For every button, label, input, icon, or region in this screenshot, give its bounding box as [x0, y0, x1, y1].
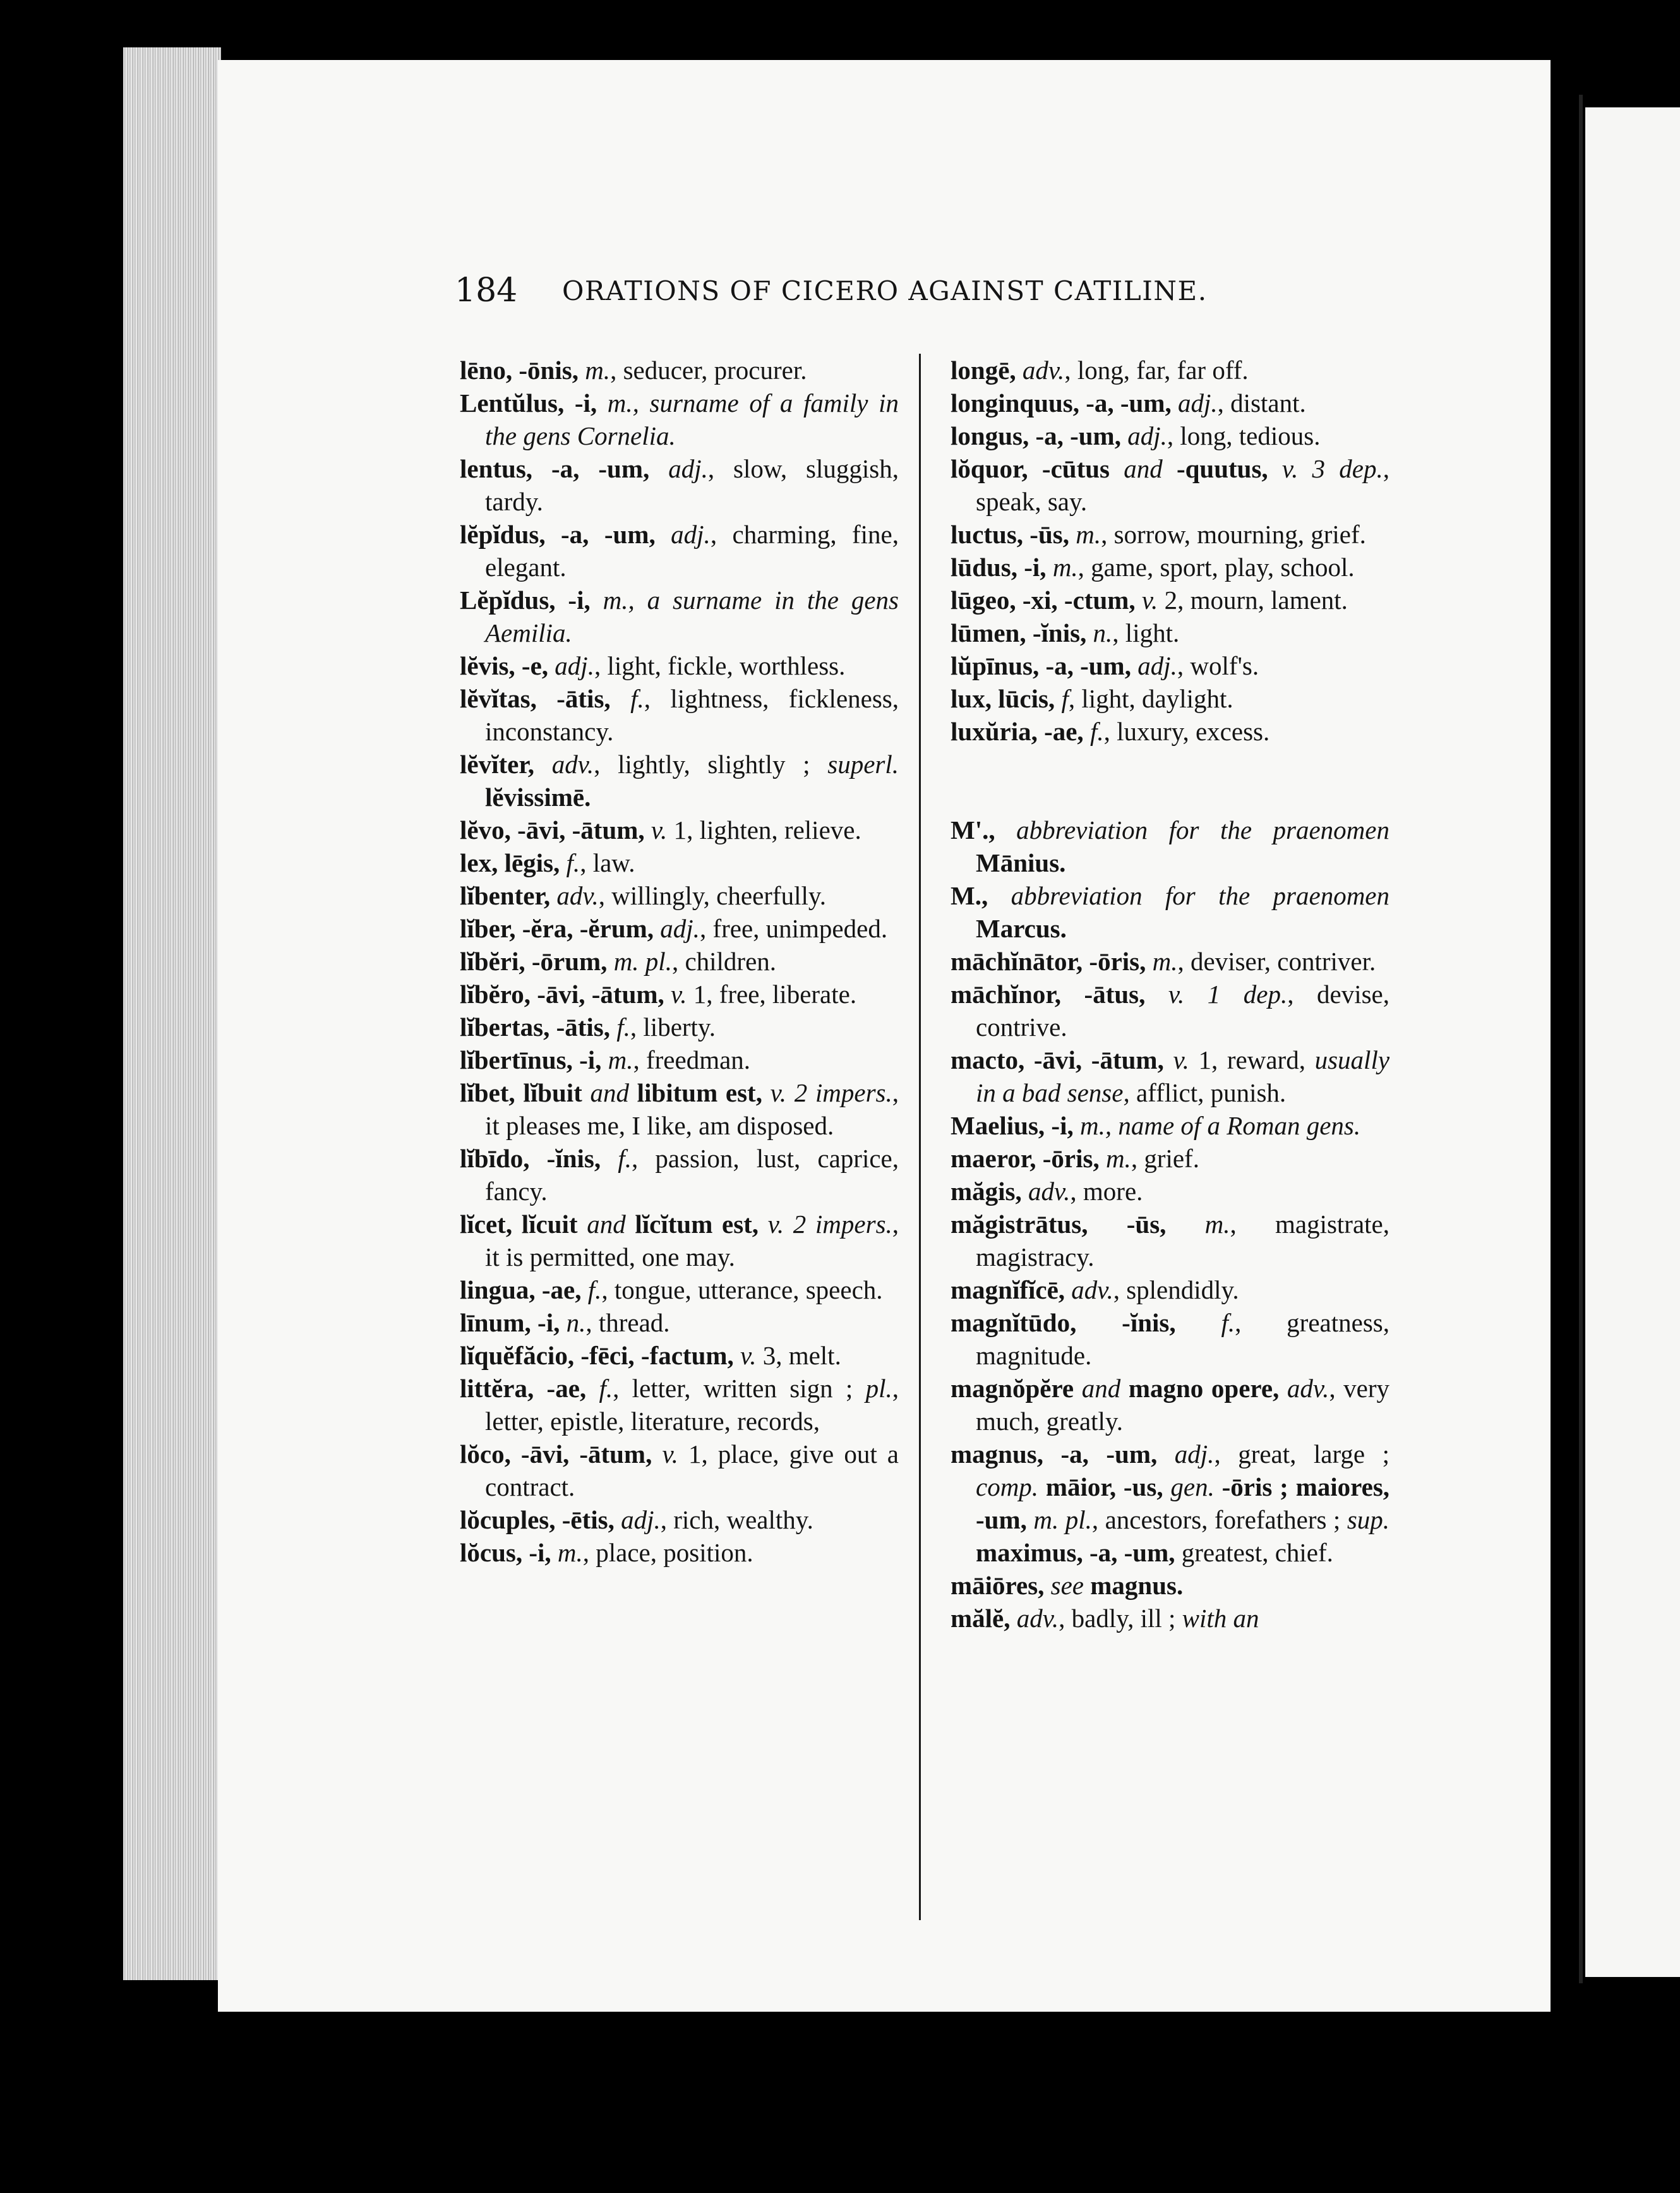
- grammar-label: adv.: [1016, 1604, 1059, 1633]
- grammar-label: adj.: [668, 454, 708, 483]
- headword: Mānius.: [976, 848, 1066, 877]
- definition: , light.: [1112, 618, 1180, 647]
- headword: lŏcuples, -ētis,: [460, 1505, 615, 1534]
- dictionary-entry: [951, 1438, 1389, 1569]
- definition: , devise, contrive.: [976, 980, 1389, 1042]
- headword: luctus, -ūs,: [951, 520, 1069, 549]
- grammar-label: v. 1 dep.: [1168, 980, 1288, 1009]
- headword: -quutus,: [1176, 454, 1268, 483]
- definition: , children.: [671, 947, 777, 976]
- dictionary-entry: [460, 978, 899, 1011]
- grammar-label: adj.: [621, 1505, 661, 1534]
- running-head: [455, 272, 1320, 316]
- grammar-label: adj.: [1137, 651, 1177, 680]
- grammar-label: v.: [1173, 1045, 1189, 1074]
- headword: măgis,: [951, 1177, 1022, 1206]
- grammar-label: abbreviation for the praenomen: [1016, 815, 1389, 844]
- definition: 1, free, liberate.: [687, 980, 857, 1009]
- running-title: ORATIONS OF CICERO AGAINST CATILINE.: [562, 275, 1208, 306]
- dictionary-entry: [460, 1011, 899, 1043]
- dictionary-entry: [460, 1438, 899, 1503]
- dictionary-entry: [951, 945, 1389, 978]
- grammar-label: adj.: [671, 520, 711, 549]
- definition: , liberty.: [630, 1012, 716, 1042]
- definition: , wolf's.: [1177, 651, 1259, 680]
- dictionary-entry: [951, 1372, 1389, 1438]
- section-break: [951, 748, 1389, 814]
- dictionary-entry: [951, 814, 1389, 879]
- headword: luxŭria, -ae,: [951, 717, 1084, 746]
- headword: Lĕpĭdus, -i,: [460, 586, 591, 615]
- headword: lĭbenter,: [460, 881, 551, 910]
- definition: , greatness, magnitude.: [976, 1308, 1389, 1370]
- dictionary-entry: [951, 1175, 1389, 1208]
- grammar-label: with an: [1182, 1604, 1259, 1633]
- grammar-label: v. 2 impers.: [770, 1078, 892, 1107]
- dictionary-entry: [951, 616, 1389, 649]
- headword: lĭbĕro, -āvi, -ātum,: [460, 980, 664, 1009]
- grammar-label: superl.: [827, 750, 899, 779]
- headword: magnĭfĭcē,: [951, 1275, 1065, 1304]
- definition: 2, mourn, lament.: [1158, 586, 1348, 615]
- dictionary-entry: [951, 584, 1389, 616]
- headword: lux, lūcis,: [951, 684, 1055, 713]
- grammar-label: adj.: [555, 651, 594, 680]
- dictionary-entry: [460, 1142, 899, 1208]
- headword: lĕpĭdus, -a, -um,: [460, 520, 656, 549]
- headword: lingua, -ae,: [460, 1275, 582, 1304]
- grammar-label: sup.: [1347, 1505, 1390, 1534]
- dictionary-entry: [951, 518, 1389, 551]
- headword: magno opere,: [1128, 1374, 1280, 1403]
- grammar-label: m.: [608, 1045, 633, 1074]
- definition: , more.: [1070, 1177, 1143, 1206]
- headword: magnŏpĕre: [951, 1374, 1074, 1403]
- headword: lĭbet, lĭbuit: [460, 1078, 582, 1107]
- headword: lĭcĭtum est,: [635, 1210, 759, 1239]
- headword: lĭbertas, -ātis,: [460, 1012, 610, 1042]
- definition: , free, unimpeded.: [699, 914, 888, 943]
- definition: , thread.: [585, 1308, 670, 1337]
- grammar-label: m., surname of a family in the gens Cornelia.: [485, 388, 899, 450]
- definition: , grief.: [1131, 1144, 1199, 1173]
- dictionary-entry: [951, 1142, 1389, 1175]
- definition: , rich, wealthy.: [660, 1505, 813, 1534]
- headword: lĕvo, -āvi, -ātum,: [460, 815, 645, 844]
- headword: -ōris ; maiores, -um,: [976, 1472, 1390, 1534]
- gutter-line: [1579, 95, 1583, 1983]
- definition: , freedman.: [633, 1045, 751, 1074]
- grammar-label: adv.: [556, 881, 599, 910]
- grammar-label: adv.: [1287, 1374, 1329, 1403]
- definition: afflict, punish.: [1129, 1078, 1287, 1107]
- dictionary-entry: [460, 1043, 899, 1076]
- dictionary-entry: [951, 879, 1389, 945]
- grammar-label: m. pl.: [613, 947, 672, 976]
- definition: , sorrow, mourning, grief.: [1101, 520, 1366, 549]
- definition: , long, tedious.: [1167, 421, 1321, 450]
- definition: 1, place, give out a contract.: [485, 1439, 899, 1501]
- grammar-label: and: [1081, 1374, 1121, 1403]
- dictionary-entry: [951, 1109, 1389, 1142]
- grammar-label: m.: [1076, 520, 1101, 549]
- headword: magnus, -a, -um,: [951, 1439, 1158, 1469]
- dictionary-entry: [460, 879, 899, 912]
- dictionary-entry: [951, 551, 1389, 584]
- grammar-label: v.: [740, 1341, 757, 1370]
- definition: , magistrate, magistracy.: [976, 1210, 1389, 1271]
- right-column-l-entries: [951, 354, 1389, 748]
- definition: , very much, greatly.: [976, 1374, 1390, 1436]
- grammar-label: n.: [566, 1308, 586, 1337]
- headword: maeror, -ōris,: [951, 1144, 1100, 1173]
- dictionary-entry: [951, 649, 1389, 682]
- grammar-label: adv.: [1071, 1275, 1113, 1304]
- dictionary-entry: [460, 1503, 899, 1536]
- definition: , seducer, procurer.: [610, 356, 807, 385]
- dictionary-entry: [460, 1306, 899, 1339]
- headword: lentus, -a, -um,: [460, 454, 650, 483]
- definition: , splendidly.: [1113, 1275, 1239, 1304]
- grammar-label: adv.: [551, 750, 594, 779]
- headword: lĭbertīnus, -i,: [460, 1045, 602, 1074]
- definition: , willingly, cheerfully.: [598, 881, 826, 910]
- grammar-label: v.: [651, 815, 668, 844]
- headword: longus, -a, -um,: [951, 421, 1121, 450]
- dictionary-entry: [460, 1273, 899, 1306]
- definition: , lightly, slightly ;: [594, 750, 810, 779]
- grammar-label: f.: [566, 848, 580, 877]
- dictionary-entry: [460, 584, 899, 649]
- right-column: [951, 354, 1389, 1635]
- grammar-label: adj.: [1174, 1439, 1215, 1469]
- column-rule: [919, 354, 921, 1920]
- definition: , speak, say.: [976, 454, 1389, 516]
- grammar-label: m., a surname in the gens Aemilia.: [485, 586, 899, 647]
- headword: māior, -us,: [1045, 1472, 1163, 1501]
- definition: , charming, fine, elegant.: [485, 520, 899, 582]
- definition: , great, large ;: [1214, 1439, 1390, 1469]
- definition: , light, fickle, worthless.: [594, 651, 846, 680]
- definition: , place, position.: [582, 1538, 753, 1567]
- headword: longinquus, -a, -um,: [951, 388, 1172, 418]
- headword: lĕvĭtas, -ātis,: [460, 684, 611, 713]
- headword: lŭpīnus, -a, -um,: [951, 651, 1131, 680]
- dictionary-entry: [460, 814, 899, 846]
- dictionary-entry: [951, 1602, 1389, 1635]
- headword: longē,: [951, 356, 1016, 385]
- dictionary-entry: [460, 1339, 899, 1372]
- dictionary-entry: [460, 682, 899, 748]
- headword: māchĭnor, -ātus,: [951, 980, 1146, 1009]
- grammar-label: v.: [1141, 586, 1158, 615]
- definition: 3, melt.: [756, 1341, 841, 1370]
- grammar-label: m.: [1152, 947, 1178, 976]
- grammar-label: comp.: [976, 1472, 1039, 1501]
- definition: 1, reward,: [1189, 1045, 1305, 1074]
- headword: M.,: [951, 881, 988, 910]
- headword: līnum, -i,: [460, 1308, 560, 1337]
- grammar-label: f.: [618, 1144, 632, 1173]
- headword: macto, -āvi, -ātum,: [951, 1045, 1164, 1074]
- grammar-label: f.: [599, 1374, 613, 1403]
- definition: greatest, chief.: [1175, 1538, 1333, 1567]
- headword: magnĭtūdo, -ĭnis,: [951, 1308, 1176, 1337]
- headword: maximus, -a, -um,: [976, 1538, 1175, 1567]
- headword: libitum est,: [637, 1078, 762, 1107]
- grammar-label: m.: [557, 1538, 583, 1567]
- grammar-label: v.: [662, 1439, 678, 1469]
- page-edges: [123, 47, 221, 1980]
- dictionary-entry: [951, 354, 1389, 387]
- headword: lĭcet, lĭcuit: [460, 1210, 578, 1239]
- dictionary-entry: [460, 1372, 899, 1438]
- grammar-label: m.: [1052, 553, 1078, 582]
- definition: , deviser, contriver.: [1177, 947, 1376, 976]
- definition: , it is permitted, one may.: [485, 1210, 899, 1271]
- definition: , game, sport, play, school.: [1077, 553, 1355, 582]
- dictionary-entry: [460, 912, 899, 945]
- grammar-label: and: [587, 1210, 626, 1239]
- dictionary-entry: [951, 419, 1389, 452]
- definition: , long, far, far off.: [1064, 356, 1249, 385]
- grammar-label: f.: [1221, 1308, 1235, 1337]
- headword: lĭber, -ĕra, -ĕrum,: [460, 914, 654, 943]
- page-number: 184: [455, 272, 518, 309]
- grammar-label: and: [1124, 454, 1163, 483]
- headword: măgistrātus, -ūs,: [951, 1210, 1167, 1239]
- grammar-label: m.: [1204, 1210, 1230, 1239]
- headword: lŏco, -āvi, -ātum,: [460, 1439, 652, 1469]
- dictionary-entry: [951, 715, 1389, 748]
- headword: lĕvissimē.: [485, 783, 591, 812]
- grammar-label: adj.: [660, 914, 700, 943]
- definition: , luxury, excess.: [1103, 717, 1270, 746]
- grammar-label: m.: [585, 356, 611, 385]
- grammar-label: gen.: [1170, 1472, 1215, 1501]
- headword: magnus.: [1090, 1571, 1184, 1600]
- grammar-label: abbreviation for the praenomen: [1011, 881, 1390, 910]
- definition: , ancestors, forefathers ;: [1091, 1505, 1341, 1534]
- headword: māchĭnātor, -ōris,: [951, 947, 1146, 976]
- dictionary-entry: [460, 354, 899, 387]
- dictionary-entry: [951, 452, 1389, 518]
- dictionary-entry: [951, 1208, 1389, 1273]
- grammar-label: adv.: [1022, 356, 1065, 385]
- dictionary-entry: [460, 1536, 899, 1569]
- dictionary-entry: [460, 748, 899, 814]
- headword: Marcus.: [976, 914, 1067, 943]
- definition: , letter, written sign ;: [613, 1374, 853, 1403]
- grammar-label: adv.: [1028, 1177, 1071, 1206]
- left-column: [460, 354, 899, 1569]
- grammar-label: m. pl.: [1033, 1505, 1092, 1534]
- headword: lĕvĭter,: [460, 750, 535, 779]
- dictionary-entry: [460, 649, 899, 682]
- definition: , badly, ill ;: [1059, 1604, 1176, 1633]
- headword: māiōres,: [951, 1571, 1045, 1600]
- headword: M'.,: [951, 815, 995, 844]
- dictionary-entry: [460, 1076, 899, 1142]
- grammar-label: f.: [630, 684, 644, 713]
- grammar-label: f.: [587, 1275, 602, 1304]
- definition: , law.: [580, 848, 635, 877]
- definition: , lightness, fickleness, inconstancy.: [485, 684, 899, 746]
- dictionary-entry: [951, 1273, 1389, 1306]
- dictionary-entry: [460, 452, 899, 518]
- grammar-label: v.: [671, 980, 687, 1009]
- definition: 1, lighten, relieve.: [667, 815, 861, 844]
- headword: lex, lēgis,: [460, 848, 560, 877]
- headword: lŏcus, -i,: [460, 1538, 551, 1567]
- grammar-label: usually in a bad sense,: [976, 1045, 1390, 1107]
- headword: lĭbĕri, -ōrum,: [460, 947, 608, 976]
- headword: Maelius, -i,: [951, 1111, 1074, 1140]
- headword: lĭbīdo, -ĭnis,: [460, 1144, 601, 1173]
- definition: , slow, sluggish, tardy.: [485, 454, 899, 516]
- dictionary-entry: [951, 1043, 1389, 1109]
- grammar-label: f.: [616, 1012, 630, 1042]
- grammar-label: f: [1061, 684, 1069, 713]
- definition: , letter, epistle, literature, records,: [485, 1374, 899, 1436]
- dictionary-entry: [951, 1306, 1389, 1372]
- grammar-label: adj.: [1178, 388, 1218, 418]
- dictionary-entry: [460, 945, 899, 978]
- dictionary-entry: [951, 387, 1389, 419]
- headword: lĕvis, -e,: [460, 651, 549, 680]
- grammar-label: adj.: [1127, 421, 1167, 450]
- headword: lūdus, -i,: [951, 553, 1047, 582]
- grammar-label: m., name of a Roman gens.: [1079, 1111, 1361, 1140]
- definition: , tongue, utterance, speech.: [601, 1275, 883, 1304]
- headword: lūmen, -ĭnis,: [951, 618, 1087, 647]
- right-column-m-entries: [951, 814, 1389, 1635]
- definition: , passion, lust, caprice, fancy.: [485, 1144, 899, 1206]
- grammar-label: and: [590, 1078, 629, 1107]
- headword: lĭquĕfăcio, -fēci, -factum,: [460, 1341, 734, 1370]
- grammar-label: f.: [1089, 717, 1104, 746]
- headword: lŏquor, -cūtus: [951, 454, 1110, 483]
- headword: mălĕ,: [951, 1604, 1011, 1633]
- grammar-label: n.: [1093, 618, 1113, 647]
- dictionary-entry: [460, 846, 899, 879]
- headword: littĕra, -ae,: [460, 1374, 587, 1403]
- dictionary-entry: [951, 682, 1389, 715]
- definition: , light, daylight.: [1068, 684, 1233, 713]
- definition: , it pleases me, I like, am disposed.: [485, 1078, 899, 1140]
- dictionary-entry: [460, 1208, 899, 1273]
- definition: , distant.: [1217, 388, 1306, 418]
- headword: Lentŭlus, -i,: [460, 388, 597, 418]
- grammar-label: v. 3 dep.: [1281, 454, 1383, 483]
- headword: lēno, -ōnis,: [460, 356, 579, 385]
- grammar-label: pl.: [865, 1374, 892, 1403]
- grammar-label: see: [1050, 1571, 1084, 1600]
- dictionary-entry: [460, 387, 899, 452]
- facing-page-edge: [1585, 107, 1680, 1977]
- dictionary-entry: [951, 1569, 1389, 1602]
- dictionary-entry: [951, 978, 1389, 1043]
- headword: lūgeo, -xi, -ctum,: [951, 586, 1136, 615]
- grammar-label: m.: [1105, 1144, 1131, 1173]
- grammar-label: v. 2 impers.: [767, 1210, 892, 1239]
- dictionary-entry: [460, 518, 899, 584]
